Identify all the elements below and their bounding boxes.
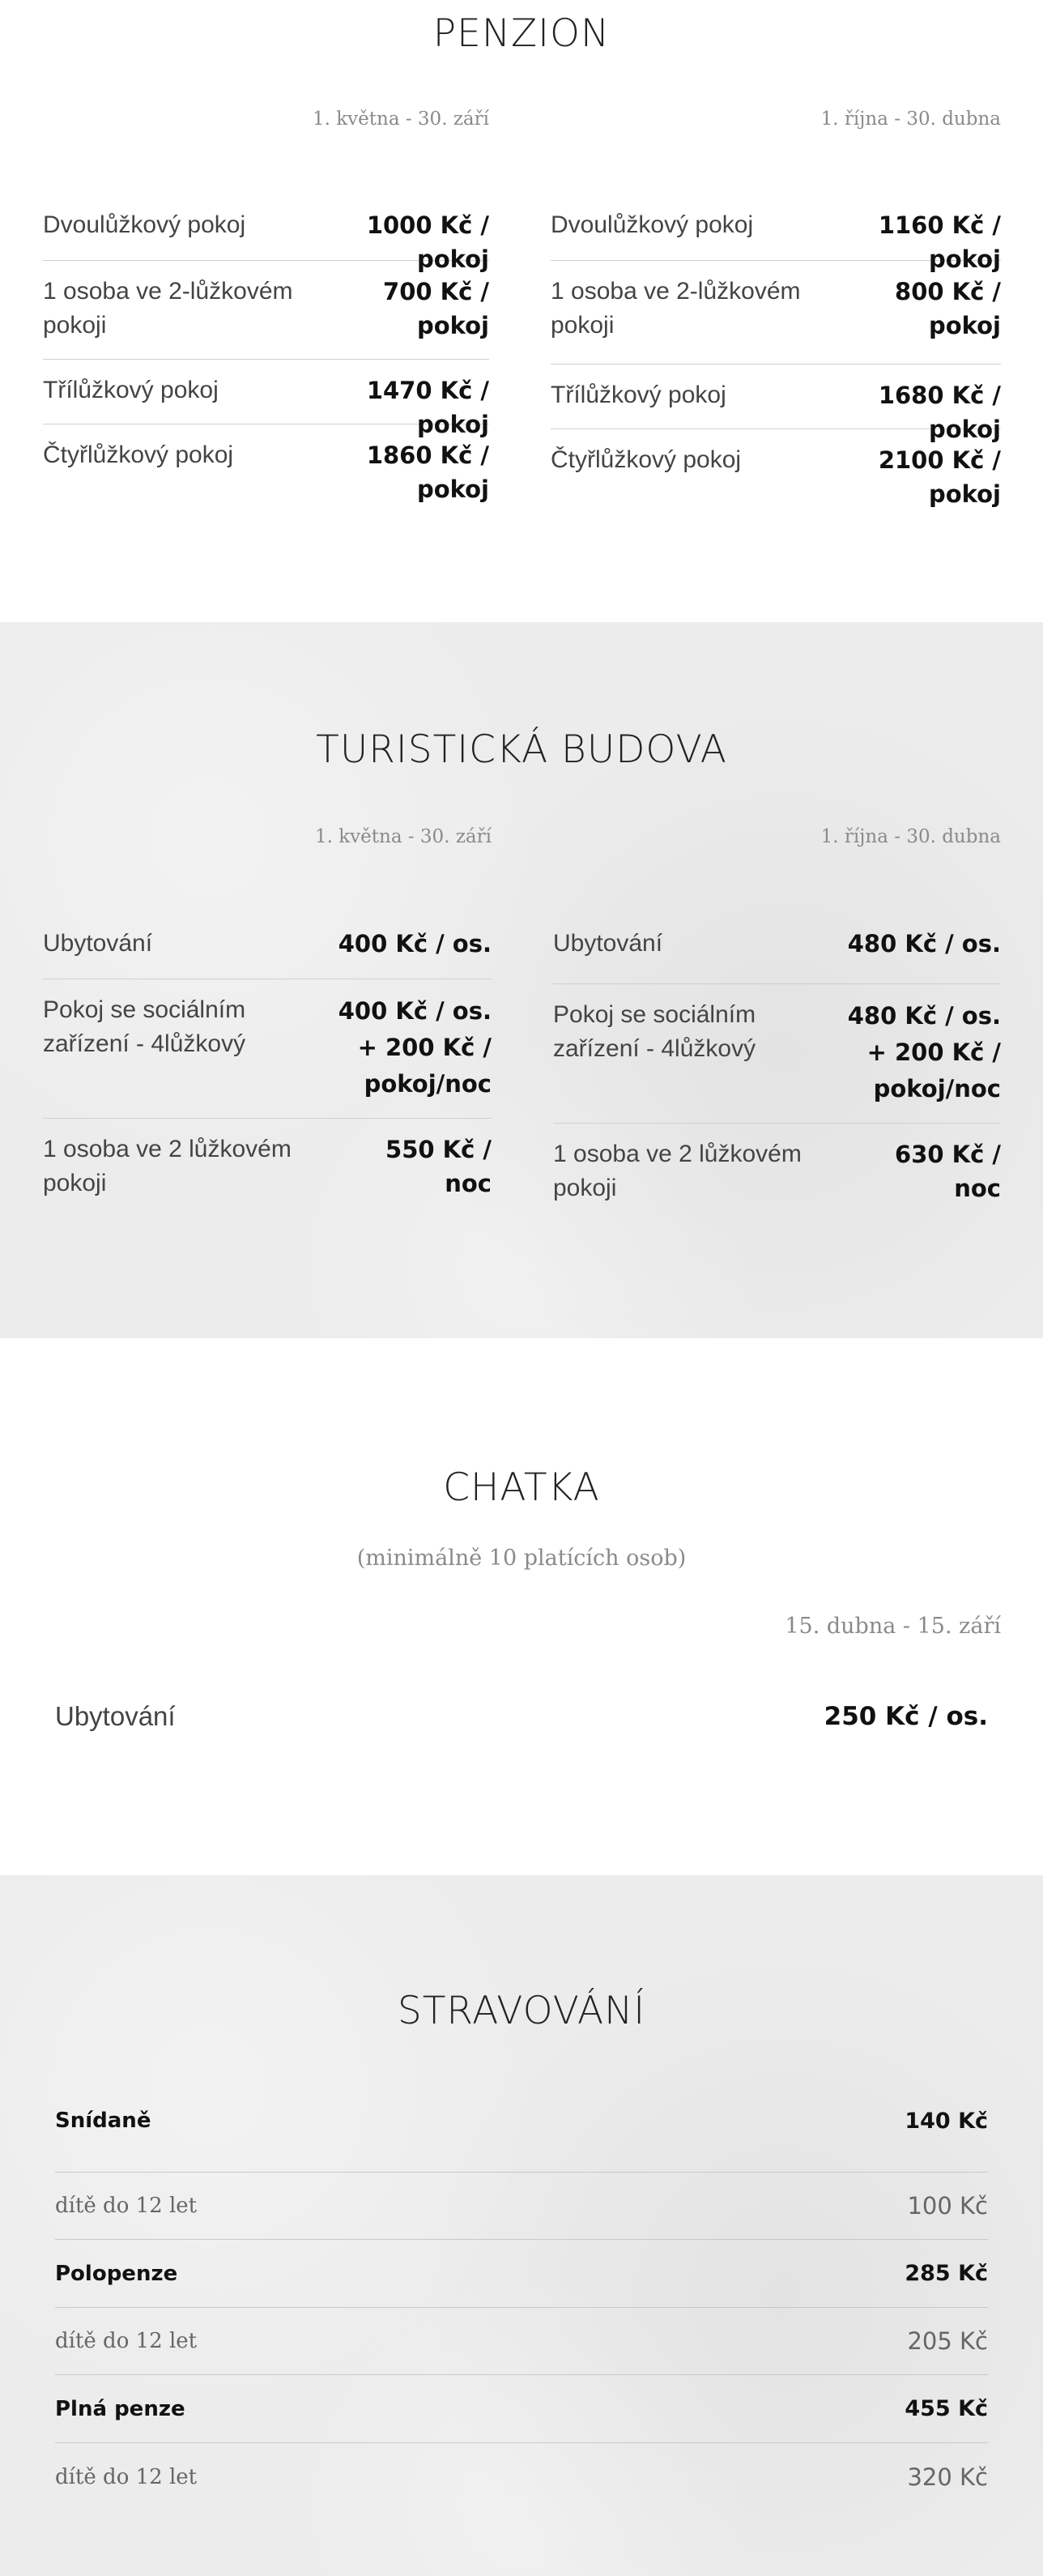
price-label: Třílůžkový pokoj [43, 377, 219, 403]
price-value: 1680 Kč / pokoj [878, 382, 1001, 443]
meal-price: 320 Kč [907, 2463, 988, 2491]
price-label: 1 osoba ve 2 lůžkovém pokoji [43, 1136, 292, 1196]
meal-price: 455 Kč [905, 2396, 988, 2421]
price-row [553, 984, 1001, 1124]
meal-name: dítě do 12 let [55, 2329, 198, 2353]
meal-name: Plná penze [55, 2396, 185, 2421]
price-label: 1 osoba ve 2-lůžkovém pokoji [43, 278, 293, 339]
price-value: 480 Kč / os. [847, 930, 1001, 957]
price-row [43, 910, 492, 979]
meal-row [55, 2375, 988, 2443]
turisticka-budova-section [0, 622, 1043, 1338]
meal-price: 140 Kč [905, 2108, 988, 2134]
price-value: 1470 Kč / pokoj [366, 377, 489, 438]
meal-price-list [55, 2070, 988, 2510]
price-value: 800 Kč / pokoj [895, 278, 1001, 339]
price-label: Dvoulůžkový pokoj [43, 211, 246, 238]
price-row [553, 1124, 1001, 1221]
price-row [553, 910, 1001, 984]
section-title: TURISTICKÁ BUDOVA [316, 727, 727, 772]
price-value: 700 Kč / pokoj [383, 278, 489, 339]
section-title: PENZION [432, 11, 611, 56]
meal-price: 205 Kč [907, 2327, 988, 2355]
price-row [43, 979, 492, 1119]
price-row [43, 360, 489, 438]
price-row [551, 261, 1001, 365]
price-label: Ubytování [55, 1701, 176, 1731]
meal-price: 285 Kč [905, 2261, 988, 2286]
price-value: 1160 Kč / pokoj [878, 211, 1001, 273]
price-label: Čtyřlůžkový pokoj [551, 446, 742, 473]
price-row [551, 365, 1001, 443]
meal-name: Snídaně [55, 2109, 151, 2133]
price-label: Ubytování [43, 930, 153, 957]
price-label: Třílůžkový pokoj [551, 382, 726, 408]
price-value: 1860 Kč / pokoj [366, 441, 489, 503]
meal-subrow [55, 2173, 988, 2240]
meal-row [55, 2070, 988, 2173]
price-value: 250 Kč / os. [824, 1702, 988, 1731]
section-subtitle: (minimálně 10 platících osob) [356, 1546, 687, 1571]
stravovani-section [0, 1875, 1043, 2576]
meal-price: 100 Kč [907, 2192, 988, 2220]
price-value: 400 Kč / os. [338, 930, 492, 957]
meal-name: dítě do 12 let [55, 2464, 198, 2489]
price-label: Pokoj se sociálním zařízení - 4lůžkový [553, 1001, 756, 1062]
penzion-section [0, 0, 1043, 622]
price-label: Dvoulůžkový pokoj [551, 211, 754, 238]
price-value: 480 Kč / os. + 200 Kč / pokoj/noc [847, 1002, 1001, 1102]
price-row [55, 1687, 988, 1751]
meal-subrow [55, 2308, 988, 2375]
price-list [553, 910, 1001, 1221]
price-value: 630 Kč / noc [895, 1141, 1001, 1202]
meal-row [55, 2240, 988, 2308]
price-row [43, 1119, 492, 1216]
season-period: 1. října - 30. dubna [820, 109, 1001, 130]
price-label: 1 osoba ve 2-lůžkovém pokoji [551, 278, 801, 339]
section-title: CHATKA [443, 1465, 600, 1510]
meal-subrow [55, 2443, 988, 2510]
chatka-section [0, 1338, 1043, 1875]
price-value: 400 Kč / os. + 200 Kč / pokoj/noc [338, 997, 492, 1098]
price-value: 550 Kč / noc [385, 1136, 492, 1197]
season-period: 1. října - 30. dubna [820, 826, 1001, 847]
season-period: 1. května - 30. září [312, 109, 489, 130]
section-title: STRAVOVÁNÍ [397, 1989, 646, 2033]
price-list [551, 191, 1001, 508]
price-label: 1 osoba ve 2 lůžkovém pokoji [553, 1141, 802, 1201]
price-label: Ubytování [553, 930, 663, 957]
season-period: 15. dubna - 15. září [785, 1614, 1001, 1639]
price-label: Čtyřlůžkový pokoj [43, 441, 234, 468]
price-value: 2100 Kč / pokoj [878, 446, 1001, 508]
price-list [43, 910, 492, 1216]
price-row [551, 191, 1001, 273]
price-list [55, 1687, 988, 1751]
price-value: 1000 Kč / pokoj [366, 211, 489, 273]
season-period: 1. května - 30. září [314, 826, 492, 847]
price-label: Pokoj se sociálním zařízení - 4lůžkový [43, 996, 246, 1057]
price-list [43, 191, 489, 503]
meal-name: Polopenze [55, 2261, 178, 2286]
price-row [43, 191, 489, 273]
price-row [43, 261, 489, 360]
meal-name: dítě do 12 let [55, 2194, 198, 2218]
